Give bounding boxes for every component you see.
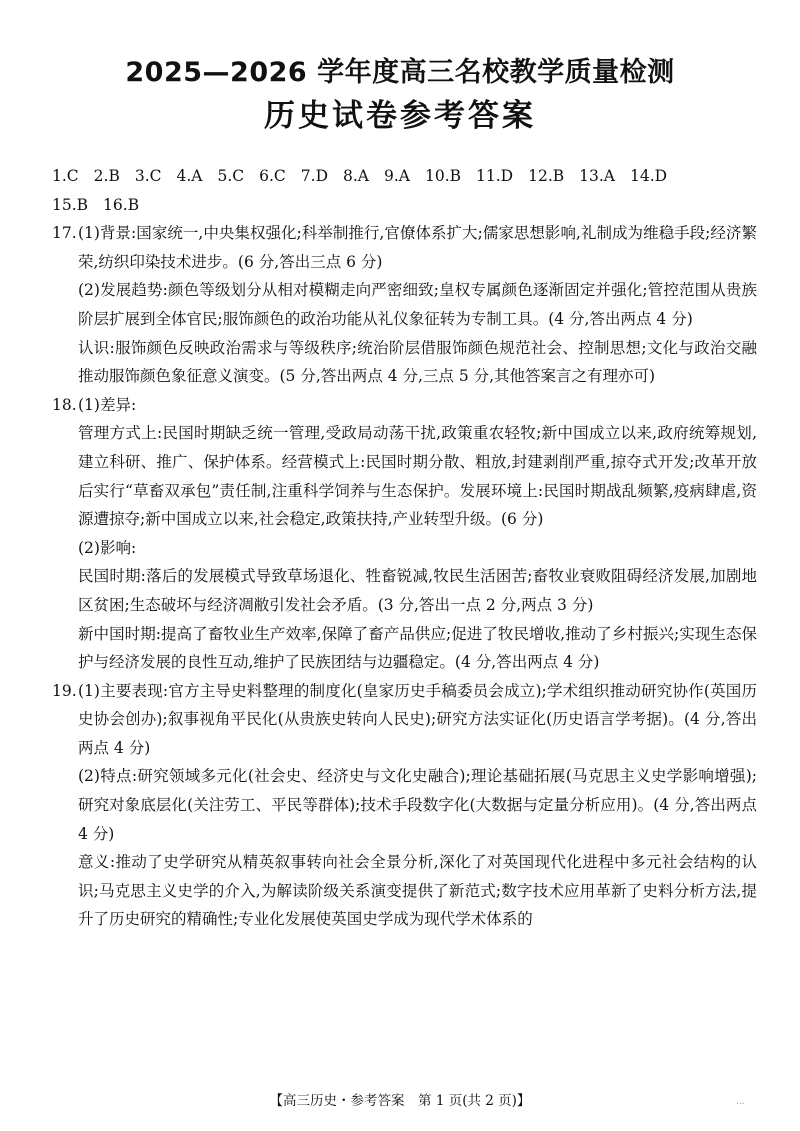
question-number: 18. [52, 395, 77, 414]
q18-heading2: (2)影响: [78, 538, 137, 557]
choice-answer: 11.D [476, 167, 514, 185]
q18-part2-block [52, 562, 757, 619]
q19-part1: (1)主要表现:官方主导史料整理的制度化(皇家历史手稿委员会成立);学术组织推动研究协作(英国历史协会创办);叙事视角平民化(从贵族史转向人民史);研究方法实证化(历史语言学考据)。(4 分,答出两点 4 分) [78, 681, 757, 757]
choice-answer: 16.B [103, 195, 140, 214]
q19-part3: 意义:推动了史学研究从精英叙事转向社会全景分析,深化了对英国现代化进程中多元社会结构的认识;马克思主义史学的介入,为解读阶级关系演变提供了新范式;数字技术应用革新了史料分析方法,提升了历史研究的精确性;专业化发展使英国史学成为现代学术体系的 [78, 853, 757, 929]
q19-part2-block [52, 762, 757, 848]
q18-part3-block [52, 620, 757, 677]
q17-part2-block [52, 276, 757, 333]
q17-part2: (2)发展趋势:颜色等级划分从相对模糊走向严密细致;皇权专属颜色逐渐固定并强化;管控范围从贵族阶层扩展到全体官民;服饰颜色的政治功能从礼仪象征转为专制工具。(4 分,答出两点 4 分) [78, 281, 757, 328]
page-footer: 【高三历史・参考答案 第 1 页(共 2 页)】 [269, 1093, 531, 1109]
question-number: 19. [52, 681, 77, 700]
document-title: 2025—2026 学年度高三名校教学质量检测 [125, 57, 675, 88]
choice-answer: 8.A [343, 167, 369, 185]
q17-part1: (1)背景:国家统一,中央集权强化;科举制推行,官僚体系扩大;儒家思想影响,礼制成为维稳手段;经济繁荣,纺织印染技术进步。(6 分,答出三点 6 分) [78, 224, 757, 271]
choice-answer: 13.A [579, 167, 615, 185]
choice-answer: 14.D [630, 167, 668, 185]
choice-answer: 3.C [134, 167, 162, 185]
q17-part3: 认识:服饰颜色反映政治需求与等级秩序;统治阶层借服饰颜色规范社会、控制思想;文化与政治交融推动服饰颜色象征意义演变。(5 分,答出两点 4 分,三点 5 分,其他答案言之有理亦可) [78, 338, 757, 386]
q18-part1-block [52, 419, 757, 533]
choice-answer: 12.B [528, 167, 565, 185]
q18-heading2-block [52, 534, 757, 563]
choice-answer: 15.B [52, 195, 89, 214]
choice-answer: 5.C [217, 167, 245, 185]
choice-answer: 10.B [424, 167, 462, 185]
corner-mark: ... [736, 1097, 745, 1107]
document-subtitle: 历史试卷参考答案 [264, 98, 536, 134]
q18-part1: 管理方式上:民国时期缺乏统一管理,受政局动荡干扰,政策重农轻牧;新中国成立以来,政府统筹规划,建立科研、推广、保护体系。经营模式上:民国时期分散、粗放,封建剥削严重,掠夺式开发;改革开放后实行“草畜双承包”责任制,注重科学饲养与生态保护。发展环境上:民国时期战乱频繁,疫病肆虐,资源遭掠夺;新中国成立以来,社会稳定,政策扶持,产业转型升级。(6 分) [78, 424, 757, 529]
choice-answer: 4.A [176, 167, 203, 185]
question-17 [52, 219, 757, 276]
choice-answer: 9.A [384, 167, 410, 185]
choice-answer: 6.C [259, 167, 286, 185]
question-18 [52, 391, 757, 420]
q18-part2: 民国时期:落后的发展模式导致草场退化、牲畜锐减,牧民生活困苦;畜牧业衰败阻碍经济发展,加剧地区贫困;生态破坏与经济凋敝引发社会矛盾。(3 分,答出一点 2 分,两点 3 分) [78, 567, 757, 614]
choice-answer: 1.C [52, 167, 79, 185]
question-number: 17. [52, 224, 77, 243]
q17-part3-block [52, 334, 757, 391]
q19-part2: (2)特点:研究领域多元化(社会史、经济史与文化史融合);理论基础拓展(马克思主义史学影响增强);研究对象底层化(关注劳工、平民等群体);技术手段数字化(大数据与定量分析应用)。(4 分,答出两点 4 分) [78, 767, 757, 843]
choice-answers-row-2 [52, 191, 757, 220]
answer-body [52, 162, 757, 934]
choice-answer: 2.B [93, 167, 120, 185]
q18-heading1: (1)差异: [78, 395, 137, 414]
q19-part3-block [52, 848, 757, 934]
choice-answers-row-1 [52, 162, 757, 191]
question-19 [52, 677, 757, 763]
q18-part3: 新中国时期:提高了畜牧业生产效率,保障了畜产品供应;促进了牧民增收,推动了乡村振兴;实现生态保护与经济发展的良性互动,维护了民族团结与边疆稳定。(4 分,答出两点 4 分) [78, 624, 757, 672]
choice-answer: 7.D [300, 167, 329, 185]
